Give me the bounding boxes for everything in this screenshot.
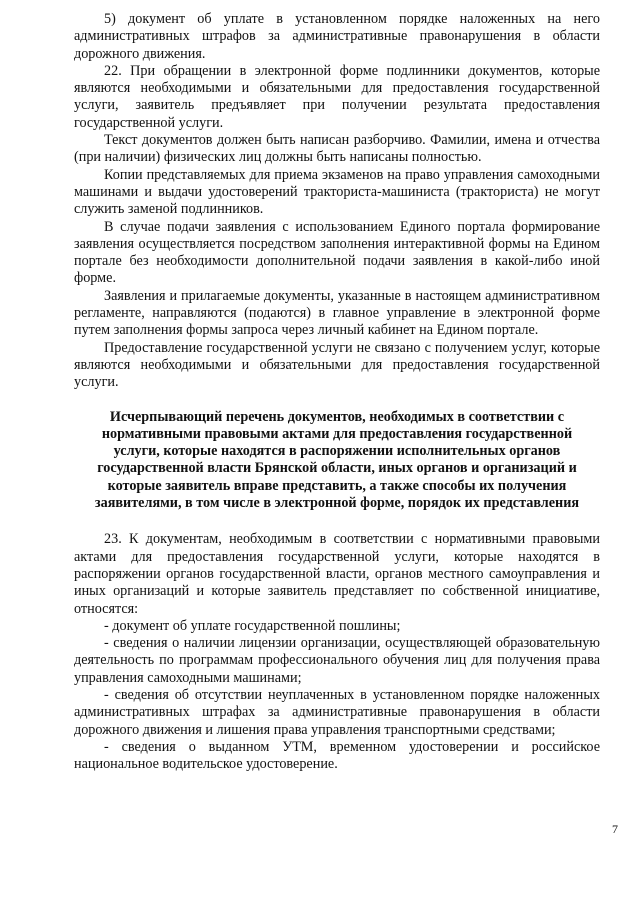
- page-number: 7: [612, 822, 618, 836]
- document-page: [74, 0, 600, 773]
- list-item-state-duty: - документ об уплате государственной пошлины;: [104, 617, 401, 634]
- paragraph-copies: Копии представляемых для приема экзаменов на право управления самоходными машинами и выдачи удостоверений тракториста-машиниста (тракториста) не могут служить заменой подлинников.: [74, 166, 600, 218]
- paragraph-22: 22. При обращении в электронной форме подлинники документов, которые являются необходимыми и обязательными для предоставления государственной услуги, заявитель предъявляет при получении результата предоставления государственной услуги.: [74, 62, 600, 131]
- paragraph-service-provision: Предоставление государственной услуги не связано с получением услуг, которые являются необходимыми и обязательными для предоставления государственной услуги.: [74, 339, 600, 391]
- paragraph-23: 23. К документам, необходимым в соответствии с нормативными правовыми актами для предоставления государственной услуги, которые находятся в распоряжении органов государственной власти, органов местного самоуправления и иных организаций и которые заявитель представляет по собственной инициативе, относятся:: [74, 531, 600, 617]
- paragraph-unified-portal: В случае подачи заявления с использованием Единого портала формирование заявления осуществляется посредством заполнения интерактивной формы на Едином портале без необходимости дополнительной подачи заявления в какой-либо иной форме.: [74, 218, 600, 287]
- list-item-fines-info: - сведения об отсутствии неуплаченных в установленном порядке наложенных административных штрафах за административные правонарушения в области дорожного движения и лишения права управления транспортными средствами;: [74, 686, 600, 738]
- paragraph-applications: Заявления и прилагаемые документы, указанные в настоящем административном регламенте, направляются (подаются) в главное управление в электронной форме путем заполнения формы запроса через личный кабинет на Едином портале.: [74, 287, 600, 339]
- list-item-license-info: - сведения о наличии лицензии организации, осуществляющей образовательную деятельность по программам профессионального обучения лиц для получения права управления самоходными машинами;: [74, 635, 600, 686]
- section-heading: Исчерпывающий перечень документов, необходимых в соответствии с нормативными правовыми актами для предоставления государственной услуги, которые находятся в распоряжении исполнительных органов государственной власти Брянской области, иных органов и организаций и которые заявитель вправе представить, а также способы их получения заявителями, в том числе в электронной форме, порядок их представления: [94, 408, 580, 512]
- paragraph-text-legibility: Текст документов должен быть написан разборчиво. Фамилии, имена и отчества (при наличии) физических лиц должны быть написаны полностью.: [74, 132, 600, 166]
- paragraph-item-5: 5) документ об уплате в установленном порядке наложенных на него административных штрафов за административные правонарушения в области дорожного движения.: [74, 11, 600, 62]
- list-item-utm-info: - сведения о выданном УТМ, временном удостоверении и российское национальное водительское удостоверение.: [74, 738, 600, 773]
